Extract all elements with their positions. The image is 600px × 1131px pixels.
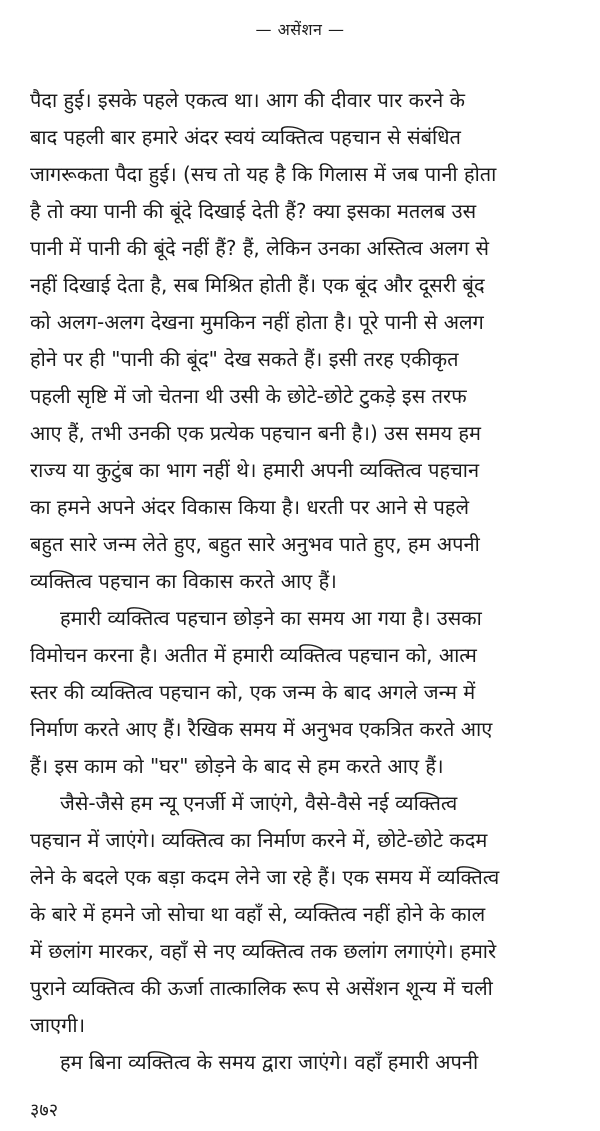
text-line: के बारे में हमने जो सोचा था वहाँ से, व्यक्तित्व नहीं होने के काल xyxy=(30,902,486,926)
text-line: व्यक्तित्व पहचान का विकास करते आए हैं। xyxy=(30,569,337,593)
text-line: पुराने व्यक्तित्व की ऊर्जा तात्कालिक रूप से असेंशन शून्य में चली xyxy=(30,976,493,1000)
text-line: स्तर की व्यक्तित्व पहचान को, एक जन्म के बाद अगले जन्म में xyxy=(30,680,476,704)
text-line: का हमने अपने अंदर विकास किया है। धरती पर आने से पहले xyxy=(30,495,470,519)
text-line: पहचान में जाएंगे। व्यक्तित्व का निर्माण करने में, छोटे-छोटे कदम xyxy=(30,828,488,852)
text-line: हैं। इस काम को "घर" छोड़ने के बाद से हम करते आए हैं। xyxy=(30,754,444,778)
text-line: है तो क्या पानी की बूंदे दिखाई देती हैं? क्या इसका मतलब उस xyxy=(30,199,477,223)
text-line: पानी में पानी की बूंदे नहीं हैं? हैं, लेकिन उनका अस्तित्व अलग से xyxy=(30,236,490,260)
body-text xyxy=(30,82,574,1081)
text-line: पैदा हुई। इसके पहले एकत्व था। आग की दीवार पार करने के xyxy=(30,88,465,112)
text-line: आए हैं, तभी उनकी एक प्रत्येक पहचान बनी है।) उस समय हम xyxy=(30,421,482,445)
text-line: जैसे-जैसे हम न्यू एनर्जी में जाएंगे, वैसे-वैसे नई व्यक्तित्व xyxy=(60,791,458,815)
paragraph xyxy=(30,785,574,1044)
text-line: राज्य या कुटुंब का भाग नहीं थे। हमारी अपनी व्यक्तित्व पहचान xyxy=(30,458,480,482)
text-line: हमारी व्यक्तित्व पहचान छोड़ने का समय आ गया है। उसका xyxy=(60,606,482,630)
page-number: ३७२ xyxy=(30,1100,59,1121)
text-line: होने पर ही "पानी की बूंद" देख सकते हैं। इसी तरह एकीकृत xyxy=(30,347,459,371)
paragraph xyxy=(30,82,574,600)
text-line: पहली सृष्टि में जो चेतना थी उसी के छोटे-छोटे टुकड़े इस तरफ xyxy=(30,384,467,408)
text-line: बहुत सारे जन्म लेते हुए, बहुत सारे अनुभव पाते हुए, हम अपनी xyxy=(30,532,480,556)
running-header: — असेंशन — xyxy=(255,20,345,39)
paragraph xyxy=(30,600,574,785)
text-line: हम बिना व्यक्तित्व के समय द्वारा जाएंगे। वहाँ हमारी अपनी xyxy=(60,1050,479,1074)
text-line: विमोचन करना है। अतीत में हमारी व्यक्तित्व पहचान को, आत्म xyxy=(30,643,477,667)
text-line: नहीं दिखाई देता है, सब मिश्रित होती हैं। एक बूंद और दूसरी बूंद xyxy=(30,273,485,297)
paragraph xyxy=(30,1044,574,1081)
text-line: लेने के बदले एक बड़ा कदम लेने जा रहे हैं। एक समय में व्यक्तित्व xyxy=(30,865,500,889)
text-line: जाएगी। xyxy=(30,1013,86,1037)
text-line: निर्माण करते आए हैं। रैखिक समय में अनुभव एकत्रित करते आए xyxy=(30,717,493,741)
text-line: को अलग-अलग देखना मुमकिन नहीं होता है। पूरे पानी से अलग xyxy=(30,310,484,334)
text-line: बाद पहली बार हमारे अंदर स्वयं व्यक्तित्व पहचान से संबंधित xyxy=(30,125,461,149)
text-line: जागरूकता पैदा हुई। (सच तो यह है कि गिलास में जब पानी होता xyxy=(30,162,497,186)
text-line: में छलांग मारकर, वहाँ से नए व्यक्तित्व तक छलांग लगाएंगे। हमारे xyxy=(30,939,497,963)
